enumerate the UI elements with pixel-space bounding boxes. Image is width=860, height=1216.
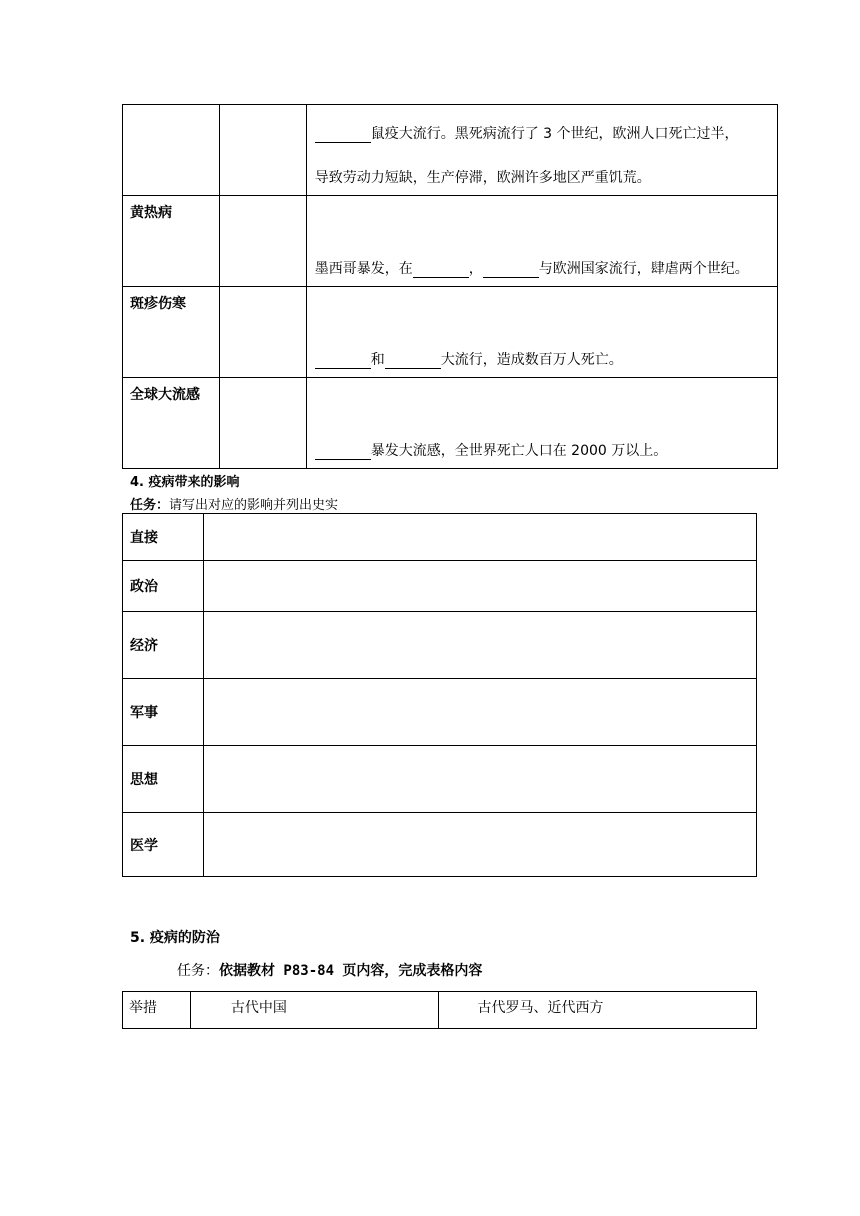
disease-name-cell: 黄热病: [123, 196, 220, 287]
impact-label: 经济: [123, 612, 204, 679]
fill-blank[interactable]: [315, 353, 371, 369]
impact-answer-cell[interactable]: [203, 746, 756, 813]
fill-blank[interactable]: [315, 127, 371, 143]
fill-blank[interactable]: [413, 262, 469, 278]
disease-blank-cell[interactable]: [219, 196, 306, 287]
impact-row: [123, 679, 757, 746]
disease-name-cell: 全球大流感: [123, 378, 220, 469]
section4-task: 任务：请写出对应的影响并列出史实: [130, 498, 339, 513]
fill-blank[interactable]: [315, 444, 371, 460]
prevention-header-west: 古代罗马、近代西方: [439, 992, 757, 1029]
disease-desc-cell: 墨西哥暴发，在 ， 与欧洲国家流行，肆虐两个世纪。: [306, 196, 777, 287]
impact-answer-cell[interactable]: [203, 679, 756, 746]
impact-row: [123, 514, 757, 561]
impact-row: [123, 746, 757, 813]
impact-table: [122, 513, 757, 877]
fill-blank[interactable]: [483, 262, 539, 278]
disease-desc-cell: 暴发大流感，全世界死亡人口在 2000 万以上。: [306, 378, 777, 469]
impact-answer-cell[interactable]: [203, 514, 756, 561]
impact-label: 直接: [123, 514, 204, 561]
impact-row: [123, 813, 757, 877]
disease-desc-cell: 和 大流行，造成数百万人死亡。: [306, 287, 777, 378]
disease-blank-cell[interactable]: [219, 287, 306, 378]
impact-label: 军事: [123, 679, 204, 746]
disease-name-cell: 斑疹伤寒: [123, 287, 220, 378]
section5-task: 任务：依据教材 P83-84 页内容，完成表格内容: [177, 963, 483, 979]
prevention-header-china: 古代中国: [190, 992, 439, 1029]
prevention-header-row: [123, 992, 757, 1029]
disease-row-plague: [123, 105, 778, 196]
impact-answer-cell[interactable]: [203, 813, 756, 877]
impact-label: 医学: [123, 813, 204, 877]
impact-answer-cell[interactable]: [203, 612, 756, 679]
impact-answer-cell[interactable]: [203, 561, 756, 612]
prevention-header-measures: 举措: [123, 992, 191, 1029]
impact-row: [123, 561, 757, 612]
disease-row-flu: [123, 378, 778, 469]
disease-blank-cell[interactable]: [219, 105, 306, 196]
impact-label: 政治: [123, 561, 204, 612]
disease-row-typhus: [123, 287, 778, 378]
section5-heading: 5. 疫病的防治: [130, 930, 220, 946]
impact-label: 思想: [123, 746, 204, 813]
disease-desc-cell: 鼠疫大流行。黑死病流行了 3 个世纪，欧洲人口死亡过半， 导致劳动力短缺，生产停滞，欧洲许多地区严重饥荒。: [306, 105, 777, 196]
impact-row: [123, 612, 757, 679]
disease-row-yellow-fever: [123, 196, 778, 287]
disease-table: [122, 104, 778, 469]
disease-blank-cell[interactable]: [219, 378, 306, 469]
prevention-table: [122, 991, 757, 1029]
fill-blank[interactable]: [385, 353, 441, 369]
section4-heading: 4. 疫病带来的影响: [130, 475, 240, 490]
disease-name-cell: [123, 105, 220, 196]
